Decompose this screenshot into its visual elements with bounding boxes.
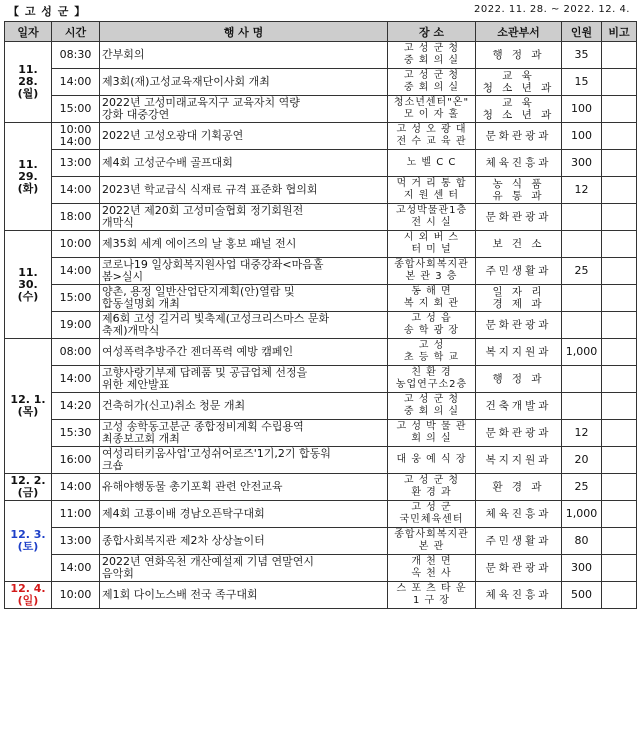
event-time: 14:00	[52, 258, 100, 285]
event-note	[602, 150, 637, 177]
event-note	[602, 285, 637, 312]
table-row	[5, 447, 637, 474]
event-attendees: 25	[562, 258, 602, 285]
event-time: 13:00	[52, 150, 100, 177]
event-time: 14:20	[52, 393, 100, 420]
event-dept: 행 정 과	[476, 366, 562, 393]
event-dept: 보 건 소	[476, 231, 562, 258]
event-attendees: 12	[562, 420, 602, 447]
event-attendees: 80	[562, 528, 602, 555]
event-dept: 일 자 리 경 제 과	[476, 285, 562, 312]
table-row	[5, 204, 637, 231]
event-place: 고 성 군 청 중 회 의 실	[388, 393, 476, 420]
event-note	[602, 555, 637, 582]
event-time: 14:00	[52, 366, 100, 393]
event-dept: 체육진흥과	[476, 150, 562, 177]
event-place: 고 성 오 광 대 전 수 교 육 관	[388, 123, 476, 150]
event-title: 여성폭력추방주간 젠더폭력 예방 캠페인	[100, 339, 388, 366]
event-attendees	[562, 204, 602, 231]
event-dept: 건축개발과	[476, 393, 562, 420]
event-time: 13:00	[52, 528, 100, 555]
event-title: 2022년 고성미래교육지구 교육자치 역량 강화 대중강연	[100, 96, 388, 123]
event-dept: 복지지원과	[476, 339, 562, 366]
event-attendees: 500	[562, 582, 602, 609]
event-note	[602, 204, 637, 231]
event-dept: 교 육 청 소 년 과	[476, 96, 562, 123]
event-dept: 행 정 과	[476, 42, 562, 69]
event-title: 건축허가(신고)취소 청문 개최	[100, 393, 388, 420]
table-row	[5, 42, 637, 69]
event-time: 14:00	[52, 555, 100, 582]
event-note	[602, 420, 637, 447]
event-title: 제4회 고성군수배 골프대회	[100, 150, 388, 177]
day-date-cell: 12. 1. (목)	[5, 339, 52, 474]
event-attendees	[562, 312, 602, 339]
event-time: 14:00	[52, 474, 100, 501]
event-title: 고성 송학동고분군 종합정비계획 수립용역 최종보고회 개최	[100, 420, 388, 447]
event-title: 2022년 고성오광대 기획공연	[100, 123, 388, 150]
event-place: 청소년센터"온" 모 이 자 홀	[388, 96, 476, 123]
table-row	[5, 123, 637, 150]
day-date-cell: 11. 29. (화)	[5, 123, 52, 231]
event-title: 제3회(재)고성교육재단이사회 개최	[100, 69, 388, 96]
county-title: 【 고 성 군 】	[8, 5, 87, 18]
event-dept: 문화관광과	[476, 312, 562, 339]
event-dept: 환 경 과	[476, 474, 562, 501]
event-dept: 주민생활과	[476, 258, 562, 285]
event-title: 2022년 제20회 고성미술협회 정기회원전 개막식	[100, 204, 388, 231]
event-attendees: 12	[562, 177, 602, 204]
table-row	[5, 312, 637, 339]
table-row	[5, 339, 637, 366]
event-time: 11:00	[52, 501, 100, 528]
event-time: 10:00 14:00	[52, 123, 100, 150]
event-attendees: 1,000	[562, 501, 602, 528]
event-dept: 문화관광과	[476, 204, 562, 231]
col-header-time: 시간	[52, 22, 100, 42]
event-attendees: 25	[562, 474, 602, 501]
event-note	[602, 42, 637, 69]
event-place: 고 성 초 등 학 교	[388, 339, 476, 366]
event-attendees: 300	[562, 555, 602, 582]
event-place: 시 외 버 스 터 미 널	[388, 231, 476, 258]
event-time: 08:00	[52, 339, 100, 366]
day-date-cell: 11. 28. (월)	[5, 42, 52, 123]
day-date-cell: 12. 3. (토)	[5, 501, 52, 582]
event-attendees	[562, 231, 602, 258]
event-time: 18:00	[52, 204, 100, 231]
event-dept: 체육진흥과	[476, 582, 562, 609]
day-date-cell: 12. 4. (일)	[5, 582, 52, 609]
event-time: 10:00	[52, 231, 100, 258]
event-place: 고 성 군 청 중 회 의 실	[388, 42, 476, 69]
col-header-note: 비고	[602, 22, 637, 42]
event-dept: 주민생활과	[476, 528, 562, 555]
event-dept: 문화관광과	[476, 123, 562, 150]
event-note	[602, 123, 637, 150]
table-row	[5, 258, 637, 285]
event-title: 제6회 고성 길거리 빛축제(고성크리스마스 문화 축제)개막식	[100, 312, 388, 339]
event-place: 동 해 면 복 지 회 관	[388, 285, 476, 312]
event-time: 15:00	[52, 96, 100, 123]
table-row	[5, 150, 637, 177]
event-dept: 체육진흥과	[476, 501, 562, 528]
table-row	[5, 420, 637, 447]
event-attendees: 100	[562, 96, 602, 123]
document-header	[0, 0, 640, 20]
event-attendees: 1,000	[562, 339, 602, 366]
event-time: 14:00	[52, 69, 100, 96]
col-header-event: 행 사 명	[100, 22, 388, 42]
event-place: 고 성 군 청 환 경 과	[388, 474, 476, 501]
event-time: 10:00	[52, 582, 100, 609]
event-note	[602, 96, 637, 123]
event-time: 19:00	[52, 312, 100, 339]
table-header-row	[5, 22, 637, 42]
event-attendees: 20	[562, 447, 602, 474]
event-place: 먹 거 리 통 합 지 원 센 터	[388, 177, 476, 204]
event-time: 14:00	[52, 177, 100, 204]
event-title: 유해야행동물 총기포획 관련 안전교육	[100, 474, 388, 501]
event-title: 양촌, 용정 일반산업단지계획(안)열람 및 합동설명회 개최	[100, 285, 388, 312]
event-title: 간부회의	[100, 42, 388, 69]
event-title: 종합사회복지관 제2차 상상놀이터	[100, 528, 388, 555]
col-header-attendees: 인원	[562, 22, 602, 42]
table-row	[5, 96, 637, 123]
event-place: 대 웅 예 식 장	[388, 447, 476, 474]
event-dept: 농 식 품 유 통 과	[476, 177, 562, 204]
date-range: 2022. 11. 28. ~ 2022. 12. 4.	[474, 4, 630, 15]
event-place: 친 환 경 농업연구소2층	[388, 366, 476, 393]
event-place: 고 성 읍 송 학 광 장	[388, 312, 476, 339]
event-time: 08:30	[52, 42, 100, 69]
col-header-date: 일자	[5, 22, 52, 42]
event-note	[602, 447, 637, 474]
table-row	[5, 582, 637, 609]
event-place: 종합사회복지관 본 관	[388, 528, 476, 555]
event-note	[602, 582, 637, 609]
event-note	[602, 528, 637, 555]
table-row	[5, 474, 637, 501]
event-place: 고 성 군 청 중 회 의 실	[388, 69, 476, 96]
event-place: 스 포 츠 타 운 1 구 장	[388, 582, 476, 609]
event-note	[602, 393, 637, 420]
event-title: 여성리터키움사업'고성쉬어로즈'1기,2기 합동워 크숍	[100, 447, 388, 474]
event-attendees: 100	[562, 123, 602, 150]
event-time: 15:00	[52, 285, 100, 312]
table-row	[5, 285, 637, 312]
day-date-cell: 11. 30. (수)	[5, 231, 52, 339]
table-row	[5, 555, 637, 582]
day-date-cell: 12. 2. (금)	[5, 474, 52, 501]
event-note	[602, 231, 637, 258]
event-title: 제35회 세계 에이즈의 날 홍보 패널 전시	[100, 231, 388, 258]
table-row	[5, 177, 637, 204]
table-row	[5, 528, 637, 555]
event-place: 고 성 군 국민체육센터	[388, 501, 476, 528]
event-note	[602, 474, 637, 501]
event-dept: 복지지원과	[476, 447, 562, 474]
event-title: 제1회 다이노스배 전국 족구대회	[100, 582, 388, 609]
schedule-table	[4, 21, 637, 609]
table-row	[5, 231, 637, 258]
event-note	[602, 177, 637, 204]
event-title: 코로나19 일상회복지원사업 대중강좌<마음홀 봄>실시	[100, 258, 388, 285]
event-place: 종합사회복지관 본 관 3 층	[388, 258, 476, 285]
col-header-place: 장 소	[388, 22, 476, 42]
event-place: 고성박물관1층 전 시 실	[388, 204, 476, 231]
event-attendees	[562, 393, 602, 420]
event-dept: 문화관광과	[476, 420, 562, 447]
event-attendees	[562, 285, 602, 312]
event-note	[602, 501, 637, 528]
col-header-dept: 소관부서	[476, 22, 562, 42]
event-attendees: 15	[562, 69, 602, 96]
event-dept: 문화관광과	[476, 555, 562, 582]
event-note	[602, 339, 637, 366]
event-note	[602, 258, 637, 285]
event-note	[602, 69, 637, 96]
event-note	[602, 312, 637, 339]
event-title: 제4회 고룡이배 경남오픈탁구대회	[100, 501, 388, 528]
event-time: 15:30	[52, 420, 100, 447]
table-row	[5, 393, 637, 420]
event-place: 고 성 박 물 관 회 의 실	[388, 420, 476, 447]
event-note	[602, 366, 637, 393]
event-attendees	[562, 366, 602, 393]
event-place: 노 벨 C C	[388, 150, 476, 177]
event-time: 16:00	[52, 447, 100, 474]
event-title: 2022년 연화옥천 개산예설제 기념 연말연시 음악회	[100, 555, 388, 582]
table-row	[5, 366, 637, 393]
event-attendees: 300	[562, 150, 602, 177]
event-dept: 교 육 청 소 년 과	[476, 69, 562, 96]
schedule-body	[5, 42, 637, 609]
event-title: 2023년 학교급식 식재료 규격 표준화 협의회	[100, 177, 388, 204]
event-place: 개 천 면 옥 천 사	[388, 555, 476, 582]
table-row	[5, 69, 637, 96]
event-attendees: 35	[562, 42, 602, 69]
event-title: 고향사랑기부제 답례품 및 공급업체 선정을 위한 제안발표	[100, 366, 388, 393]
table-row	[5, 501, 637, 528]
